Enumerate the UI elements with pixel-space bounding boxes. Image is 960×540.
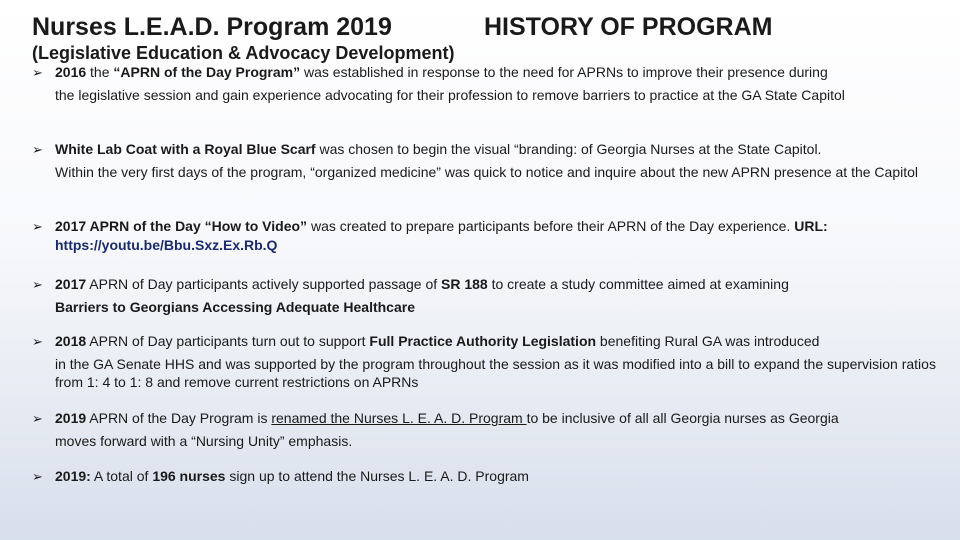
bullet-item-lab-coat: ➢ White Lab Coat with a Royal Blue Scarf was chosen to begin the visual “branding: of Georgia Nurses at the State Capitol. Within the very first days of the program, “organized medicine” was quick to notice and inquire about the new APRN presence at the Capitol <box>32 141 919 180</box>
bullet-item-how-to-video: ➢ 2017 APRN of the Day “How to Video” was created to prepare participants before their APRN of the Day experience. URL: https://youtu.be/Bbu.Sxz.Ex.Rb.Q <box>32 218 828 253</box>
bullet-item-2019-renamed: ➢ 2019 APRN of the Day Program is renamed the Nurses L. E. A. D. Program to be inclusive of all all Georgia nurses as Georgia moves forward with a “Nursing Unity” emphasis. <box>32 410 839 449</box>
arrow-bullet-icon: ➢ <box>32 142 43 157</box>
arrow-bullet-icon: ➢ <box>32 219 43 234</box>
arrow-bullet-icon: ➢ <box>32 277 43 292</box>
bullet-item-sr188: ➢ 2017 APRN of Day participants actively supported passage of SR 188 to create a study committee aimed at examining Barriers to Georgians Accessing Adequate Healthcare <box>32 276 789 315</box>
bullet-item-2019-total: ➢ 2019: A total of 196 nurses sign up to attend the Nurses L. E. A. D. Program <box>32 468 529 484</box>
page-subtitle: (Legislative Education & Advocacy Development) <box>32 43 455 63</box>
bullet-item-2016: ➢ 2016 the “APRN of the Day Program” was established in response to the need for APRNs to improve their presence during the legislative session and gain experience advocating for their profession to remove barriers to practice at the GA State Capitol <box>32 64 845 103</box>
arrow-bullet-icon: ➢ <box>32 469 43 484</box>
bullet-item-2018: ➢ 2018 APRN of Day participants turn out to support Full Practice Authority Legislation benefiting Rural GA was introduced in the GA Senate HHS and was supported by the program throughout the session as it was modified into a bill to expand the supervision ratios from 1: 4 to 1: 8 and remove current restrictions on APRNs <box>32 333 936 390</box>
section-heading: HISTORY OF PROGRAM <box>484 13 773 41</box>
arrow-bullet-icon: ➢ <box>32 65 43 80</box>
arrow-bullet-icon: ➢ <box>32 411 43 426</box>
arrow-bullet-icon: ➢ <box>32 334 43 349</box>
page-title: Nurses L.E.A.D. Program 2019 <box>32 13 392 41</box>
video-url-link[interactable]: https://youtu.be/Bbu.Sxz.Ex.Rb.Q <box>55 237 278 253</box>
